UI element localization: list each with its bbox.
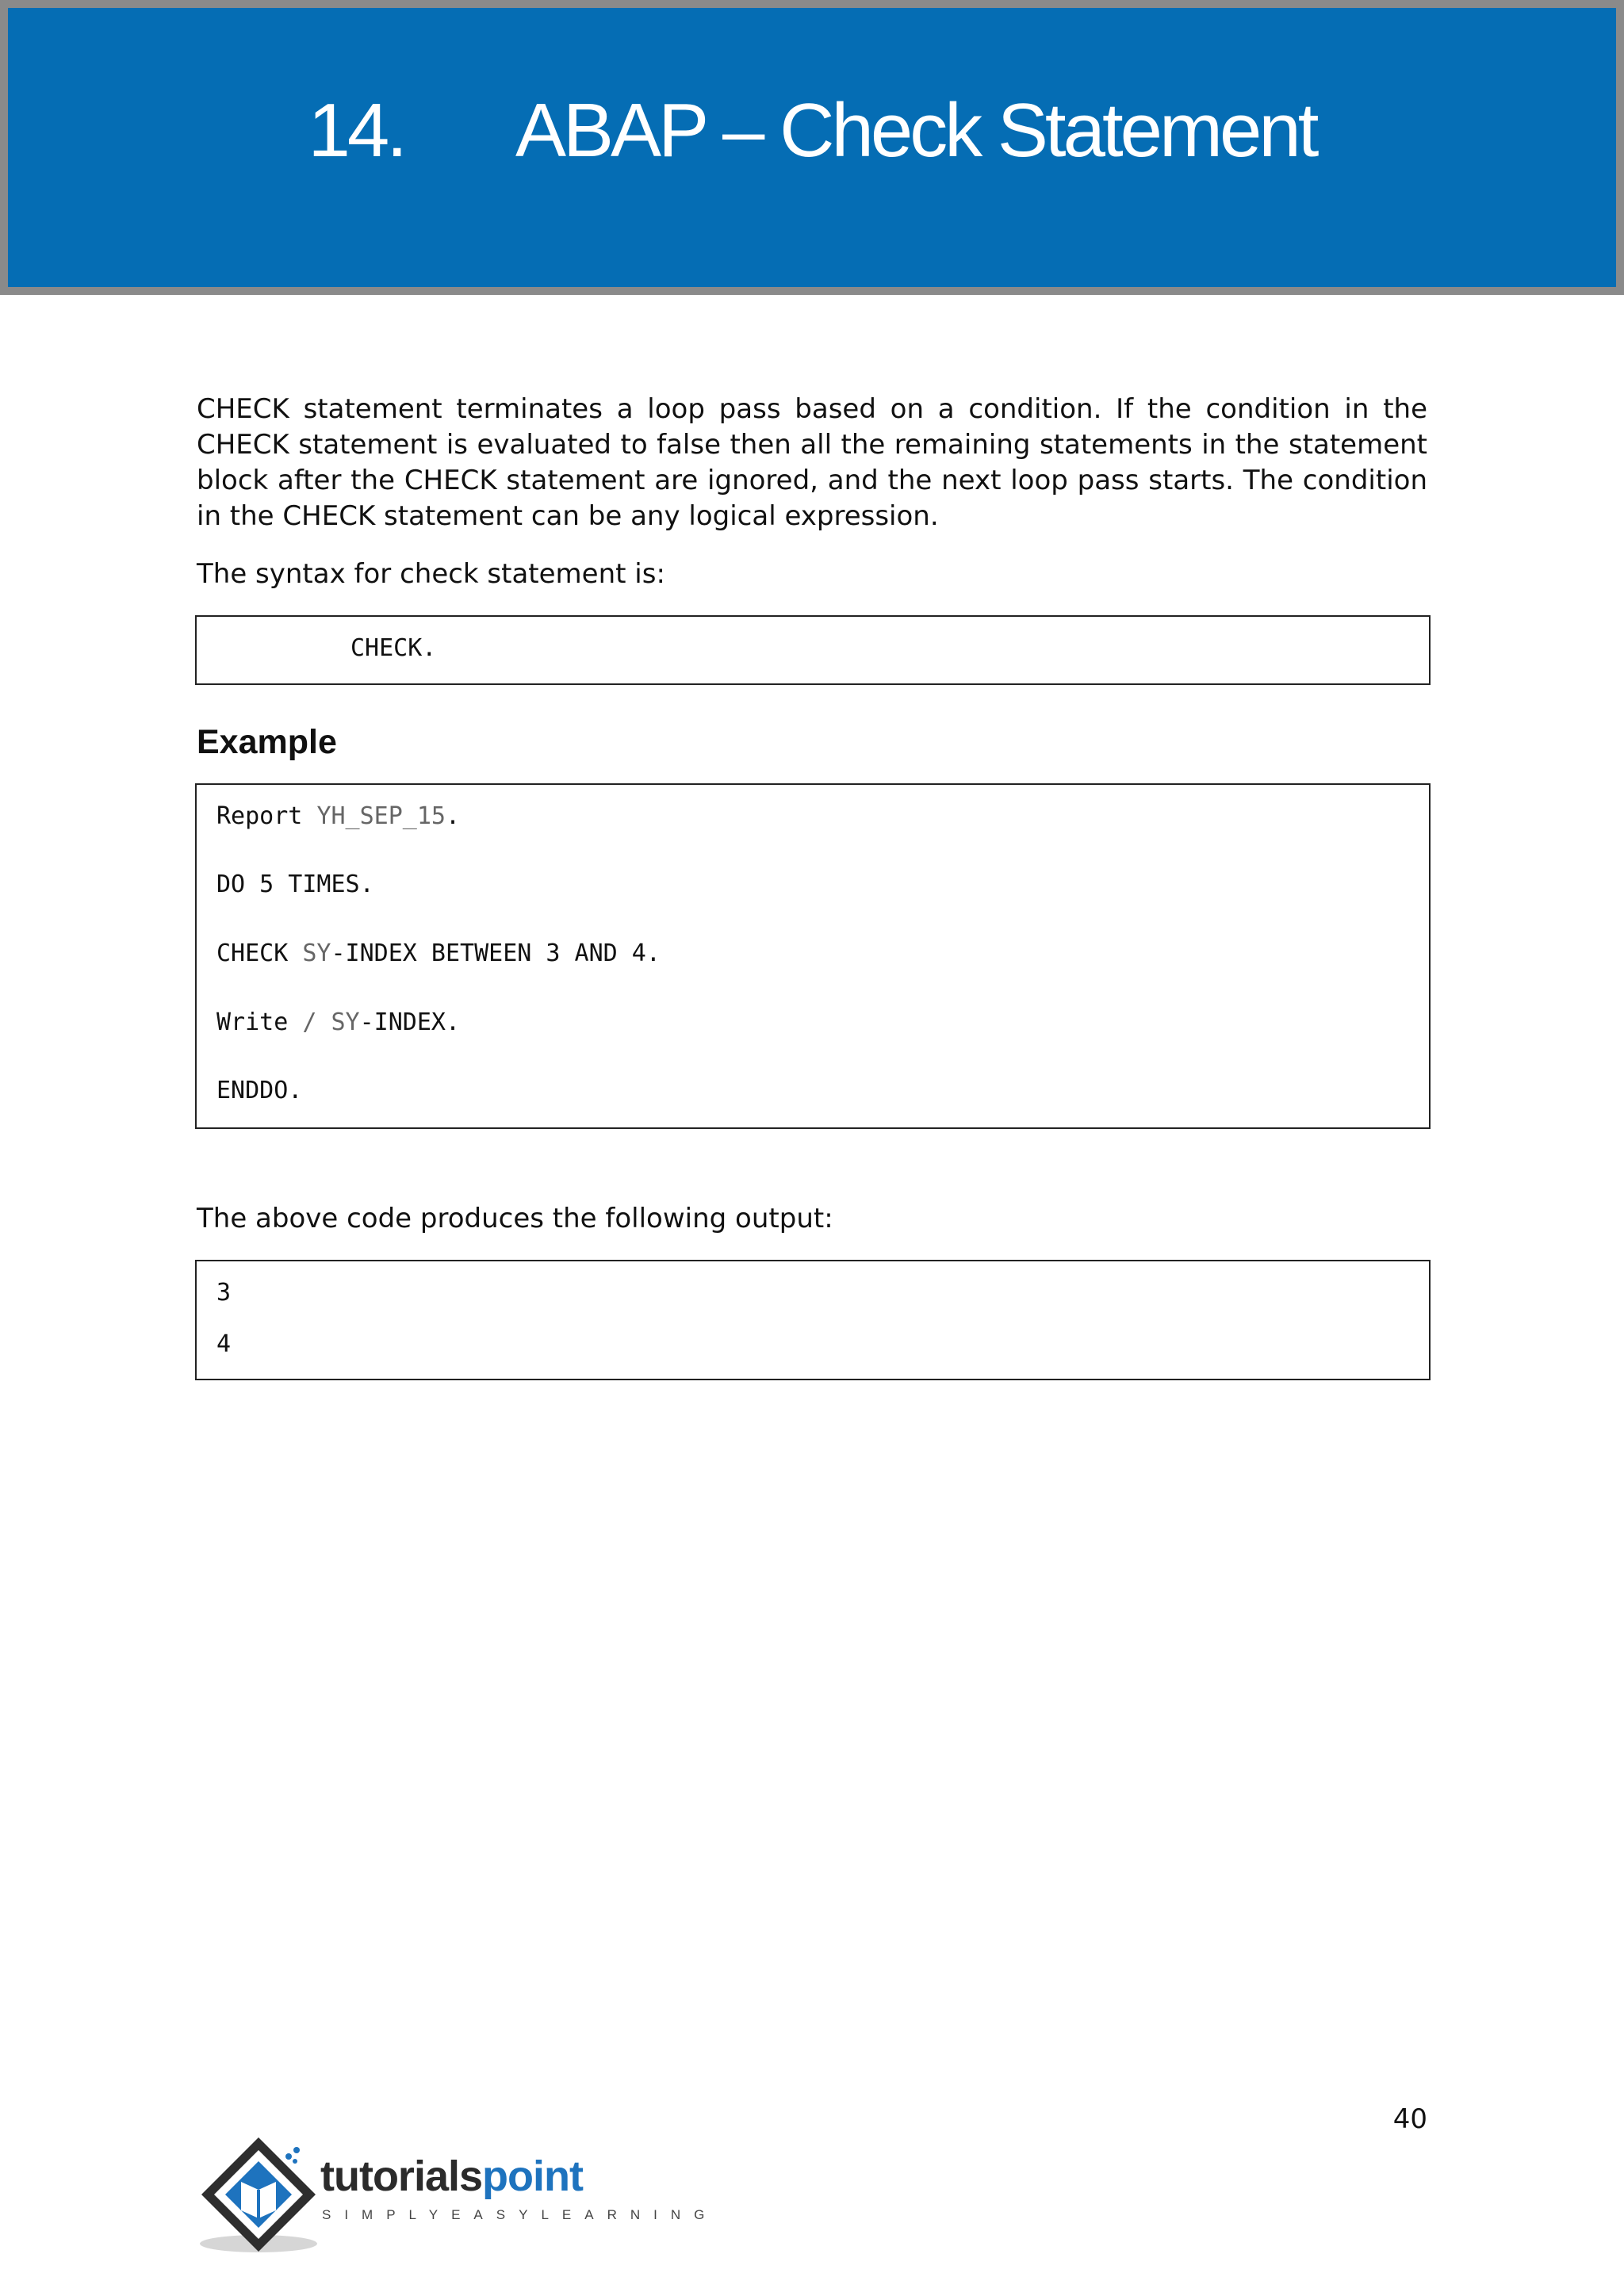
code-line-report [216,801,460,832]
code-token-sy: SY [302,939,331,967]
chapter-title-text: ABAP – Check Statement [515,88,1316,173]
logo-word-tutorials: tutorials [320,2152,483,2200]
code-line-check [216,938,661,970]
code-token-sy: / SY [302,1008,360,1036]
logo-tagline: SIMPLYEASYLEARNING [322,2207,718,2222]
example-code-box [195,783,1431,1129]
logo-diamond-icon [195,2133,322,2260]
code-token: -INDEX BETWEEN 3 AND 4. [331,939,661,967]
logo-word-point: point [482,2152,583,2200]
syntax-code-box [195,615,1431,685]
code-token: . [446,802,461,830]
code-line-enddo: ENDDO. [216,1077,303,1104]
chapter-title [8,87,1616,174]
code-token: CHECK [216,939,303,967]
logo-wordmark [320,2152,583,2201]
code-token: Report [216,802,317,830]
output-line: 4 [216,1330,232,1358]
output-code-box [195,1260,1431,1380]
code-token: Write [216,1008,303,1036]
code-line-write [216,1007,460,1039]
page-number: 40 [1392,2103,1427,2135]
intro-paragraph: CHECK statement terminates a loop pass based on a condition. If the condition in the CHECK statement is evaluated to false then all the remaining statements in the statement block after the CHECK statement are ignored, and the next loop pass starts. The condition in the CHECK statement can be any logical expression. [197,393,1427,532]
example-heading: Example [197,723,337,761]
syntax-code-line: CHECK. [350,634,437,662]
code-token: -INDEX. [359,1008,461,1036]
tutorialspoint-logo [195,2133,718,2260]
syntax-intro-text: The syntax for check statement is: [197,558,665,590]
chapter-header-banner [0,0,1624,295]
output-intro-text: The above code produces the following output: [197,1203,833,1234]
chapter-number: 14. [308,88,404,173]
code-token-program-name: YH_SEP_15 [316,802,446,830]
code-line-do: DO 5 TIMES. [216,871,374,898]
output-line: 3 [216,1279,232,1307]
